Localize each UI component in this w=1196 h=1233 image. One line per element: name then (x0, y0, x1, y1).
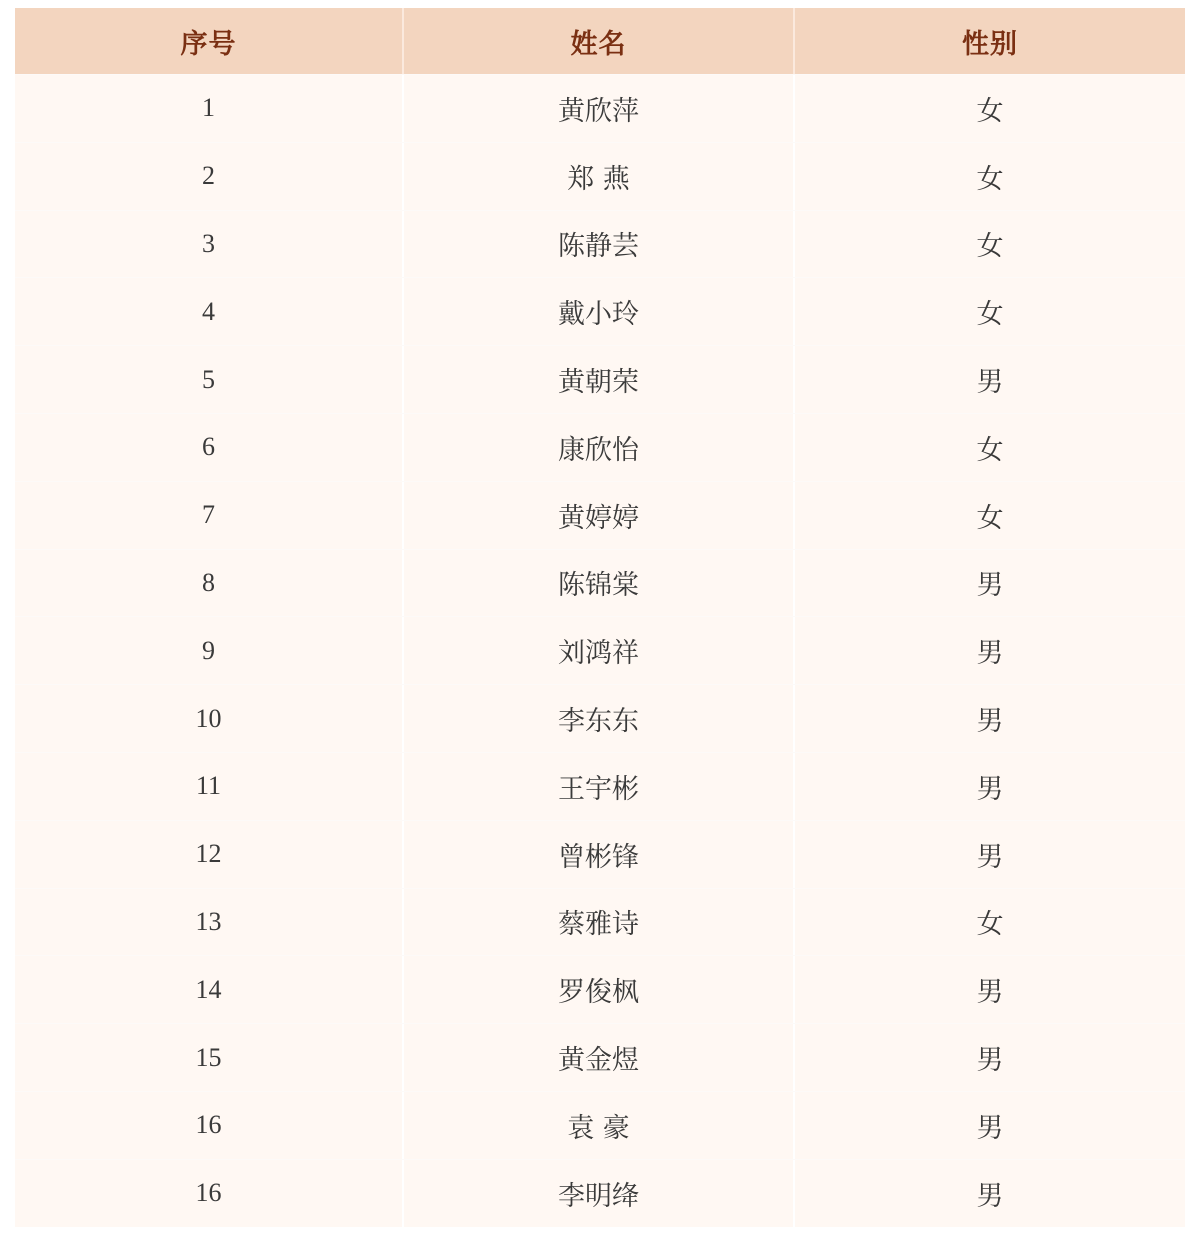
column-header-gender: 性别 (962, 28, 1018, 60)
row-number: 10 (15, 685, 404, 752)
row-gender: 女 (976, 163, 1004, 195)
table-row (15, 752, 1185, 820)
row-gender: 男 (976, 841, 1004, 873)
row-gender: 男 (976, 977, 1004, 1009)
row-number: 8 (15, 550, 404, 617)
row-number: 2 (15, 143, 404, 210)
row-name: 郑 燕 (404, 143, 795, 210)
row-name: 蔡雅诗 (404, 889, 795, 956)
row-gender: 男 (976, 1180, 1004, 1212)
row-gender: 男 (976, 706, 1004, 738)
row-number: 13 (15, 889, 404, 956)
table-row (15, 1091, 1185, 1159)
table-row (15, 74, 1185, 142)
row-name: 康欣怡 (404, 414, 795, 481)
table-row (15, 142, 1185, 210)
row-number: 16 (15, 1160, 404, 1227)
row-gender: 男 (976, 1045, 1004, 1077)
row-gender: 女 (976, 909, 1004, 941)
table-row (15, 888, 1185, 956)
table-body (15, 74, 1185, 1227)
row-number: 15 (15, 1024, 404, 1091)
table-row (15, 1023, 1185, 1091)
table-row (15, 345, 1185, 413)
table-header-row (15, 8, 1185, 74)
row-gender: 男 (976, 773, 1004, 805)
row-name: 黄欣萍 (404, 75, 795, 142)
row-name: 黄金煜 (404, 1024, 795, 1091)
row-number: 5 (15, 346, 404, 413)
table-row (15, 210, 1185, 278)
row-name: 戴小玲 (404, 278, 795, 345)
row-number: 11 (15, 753, 404, 820)
row-gender: 女 (976, 434, 1004, 466)
row-name: 李明绛 (404, 1160, 795, 1227)
row-number: 6 (15, 414, 404, 481)
row-gender: 男 (976, 1112, 1004, 1144)
table-row (15, 277, 1185, 345)
row-number: 1 (15, 75, 404, 142)
row-number: 16 (15, 1092, 404, 1159)
row-name: 陈静芸 (404, 211, 795, 278)
column-header-name: 姓名 (404, 8, 795, 74)
row-gender: 女 (976, 231, 1004, 263)
roster-table (15, 8, 1185, 1227)
row-gender: 男 (976, 367, 1004, 399)
row-name: 王宇彬 (404, 753, 795, 820)
row-gender: 女 (976, 95, 1004, 127)
row-number: 4 (15, 278, 404, 345)
row-name: 刘鸿祥 (404, 617, 795, 684)
row-name: 李东东 (404, 685, 795, 752)
table-row (15, 684, 1185, 752)
table-row (15, 549, 1185, 617)
row-name: 袁 豪 (404, 1092, 795, 1159)
table-row (15, 1159, 1185, 1227)
table-row (15, 481, 1185, 549)
row-number: 12 (15, 821, 404, 888)
row-number: 14 (15, 956, 404, 1023)
row-name: 罗俊枫 (404, 956, 795, 1023)
table-row (15, 820, 1185, 888)
table-row (15, 616, 1185, 684)
column-header-number: 序号 (15, 8, 404, 74)
row-gender: 男 (976, 570, 1004, 602)
row-gender: 女 (976, 502, 1004, 534)
table-row (15, 413, 1185, 481)
row-number: 9 (15, 617, 404, 684)
row-gender: 男 (976, 638, 1004, 670)
table-row (15, 955, 1185, 1023)
row-number: 7 (15, 482, 404, 549)
row-name: 黄婷婷 (404, 482, 795, 549)
row-gender: 女 (976, 299, 1004, 331)
row-name: 黄朝荣 (404, 346, 795, 413)
row-number: 3 (15, 211, 404, 278)
row-name: 曾彬锋 (404, 821, 795, 888)
row-name: 陈锦棠 (404, 550, 795, 617)
